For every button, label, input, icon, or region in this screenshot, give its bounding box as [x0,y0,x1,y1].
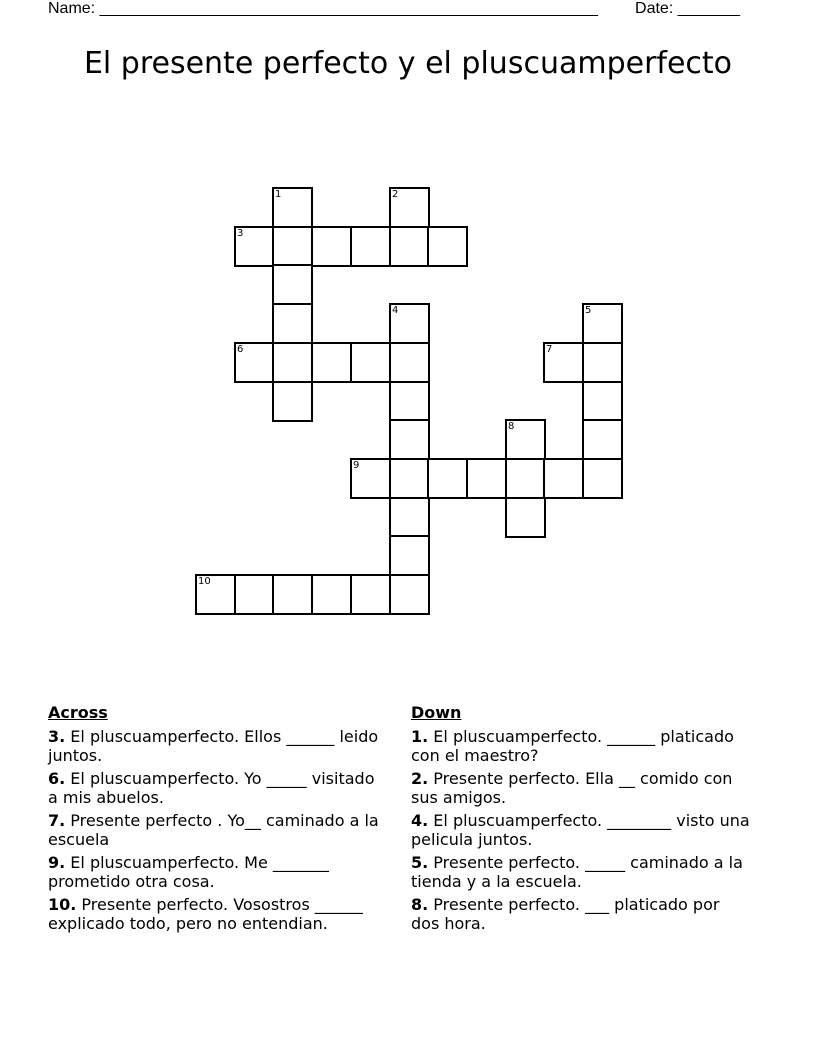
grid-cell[interactable] [195,574,236,615]
grid-cell[interactable] [350,458,391,499]
down-clue [411,895,751,933]
grid-cell[interactable] [350,226,391,267]
grid-cell[interactable] [389,458,430,499]
grid-cell[interactable] [389,342,430,383]
clue-text: El pluscuamperfecto. Yo _____ visitado a mis abuelos. [48,769,375,807]
grid-cell[interactable] [505,458,546,499]
grid-cell[interactable] [505,419,546,460]
clue-number: 8. [411,895,429,914]
grid-cell[interactable] [272,303,313,344]
grid-cell[interactable] [272,264,313,305]
grid-cell[interactable] [582,303,623,344]
page-title: El presente perfecto y el pluscuamperfecto [83,46,733,81]
grid-cell[interactable] [389,187,430,228]
across-clue [48,895,388,933]
clue-number: 3. [48,727,66,746]
cell-number: 8 [508,421,515,432]
grid-cell[interactable] [427,458,468,499]
grid-cell[interactable] [466,458,507,499]
across-clues [48,703,388,937]
grid-cell[interactable] [234,342,275,383]
across-clue-list [48,727,388,933]
grid-cell[interactable] [272,381,313,422]
cell-number: 5 [585,305,592,316]
grid-cell[interactable] [582,381,623,422]
grid-cell[interactable] [389,381,430,422]
clue-text: El pluscuamperfecto. ________ visto una pelicula juntos. [411,811,750,849]
cell-number: 7 [546,344,553,355]
cell-number: 6 [237,344,244,355]
grid-cell[interactable] [389,497,430,538]
grid-cell[interactable] [350,574,391,615]
grid-cell[interactable] [272,342,313,383]
grid-cell[interactable] [389,574,430,615]
grid-cell[interactable] [272,187,313,228]
grid-cell[interactable] [389,303,430,344]
grid-cell[interactable] [350,342,391,383]
clue-text: Presente perfecto. Ella __ comido con sus amigos. [411,769,733,807]
grid-cell[interactable] [311,342,352,383]
cell-number: 2 [392,189,399,200]
down-clue [411,853,751,891]
clue-number: 5. [411,853,429,872]
cell-number: 1 [275,189,282,200]
grid-cell[interactable] [234,226,275,267]
grid-cell[interactable] [505,497,546,538]
grid-cell[interactable] [234,574,275,615]
grid-cell[interactable] [427,226,468,267]
name-field[interactable]: Name: ________________________________________________________ [48,0,598,17]
clue-text: El pluscuamperfecto. ______ platicado con el maestro? [411,727,734,765]
grid-cell[interactable] [389,226,430,267]
down-clues [411,703,751,937]
cell-number: 9 [353,460,360,471]
grid-cell[interactable] [582,342,623,383]
grid-cell[interactable] [389,419,430,460]
across-heading: Across [48,703,108,722]
across-clue [48,853,388,891]
clue-number: 7. [48,811,66,830]
grid-cell[interactable] [272,226,313,267]
grid-cell[interactable] [582,419,623,460]
across-clue [48,811,388,849]
clue-text: El pluscuamperfecto. Me _______ prometido otra cosa. [48,853,329,891]
cell-number: 10 [198,576,211,587]
clue-number: 1. [411,727,429,746]
clue-number: 6. [48,769,66,788]
clue-number: 4. [411,811,429,830]
grid-cell[interactable] [272,574,313,615]
clue-number: 9. [48,853,66,872]
grid-cell[interactable] [543,458,584,499]
grid-cell[interactable] [311,226,352,267]
clue-text: El pluscuamperfecto. Ellos ______ leido juntos. [48,727,379,765]
grid-cell[interactable] [543,342,584,383]
cell-number: 4 [392,305,399,316]
grid-cell[interactable] [582,458,623,499]
across-clue [48,727,388,765]
down-clue-list [411,727,751,933]
clue-number: 10. [48,895,77,914]
date-field[interactable]: Date: _______ [635,0,740,17]
grid-cell[interactable] [389,535,430,576]
down-heading: Down [411,703,462,722]
clue-number: 2. [411,769,429,788]
clue-text: Presente perfecto. ___ platicado por dos hora. [411,895,720,933]
across-clue [48,769,388,807]
clue-text: Presente perfecto. _____ caminado a la tienda y a la escuela. [411,853,743,891]
down-clue [411,727,751,765]
down-clue [411,811,751,849]
clue-text: Presente perfecto . Yo__ caminado a la escuela [48,811,379,849]
clue-text: Presente perfecto. Vosostros ______ explicado todo, pero no entendian. [48,895,363,933]
down-clue [411,769,751,807]
grid-cell[interactable] [311,574,352,615]
cell-number: 3 [237,228,244,239]
